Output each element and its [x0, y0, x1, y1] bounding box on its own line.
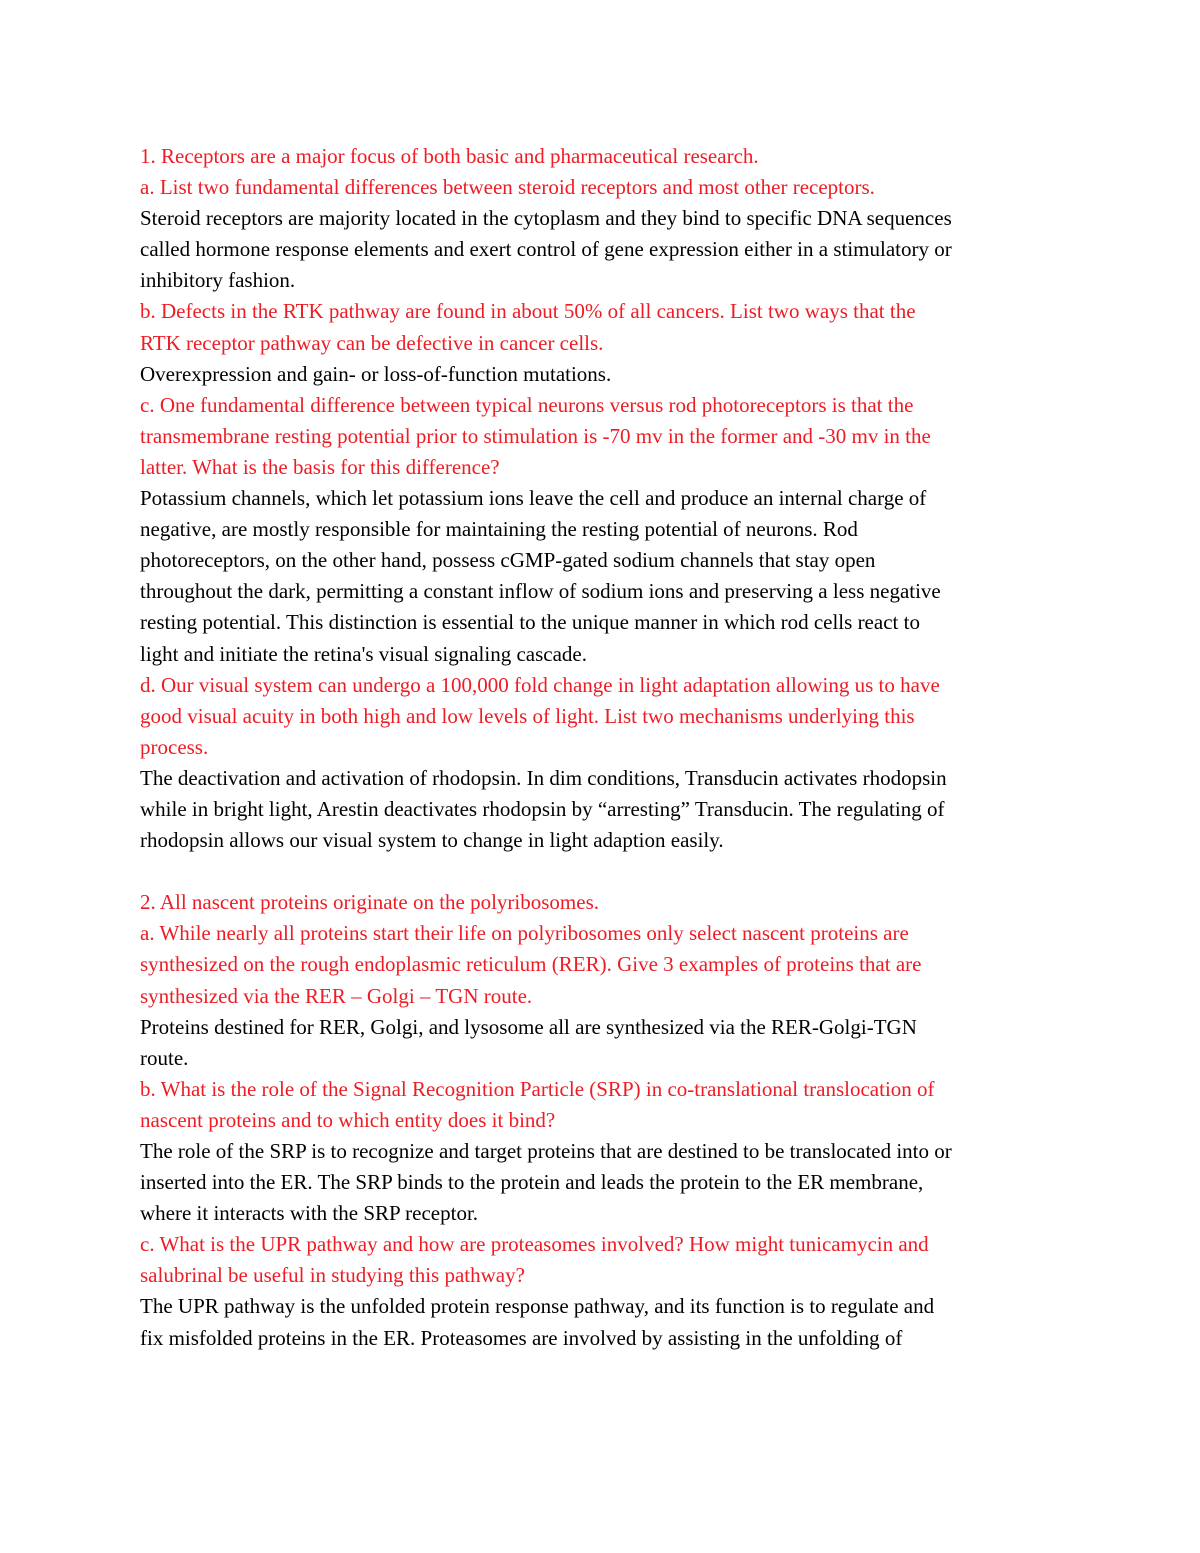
answer-line: where it interacts with the SRP receptor. — [140, 1201, 479, 1226]
question-line: process. — [140, 734, 209, 759]
answer-line: inhibitory fashion. — [140, 268, 296, 293]
question-line: synthesized on the rough endoplasmic reticulum (RER). Give 3 examples of proteins that are — [140, 952, 922, 977]
question-line: 2. All nascent proteins originate on the polyribosomes. — [140, 890, 600, 915]
question-line: b. What is the role of the Signal Recognition Particle (SRP) in co-translational translocation of — [140, 1076, 935, 1101]
question-line: good visual acuity in both high and low levels of light. List two mechanisms underlying this — [140, 703, 915, 728]
question-line: transmembrane resting potential prior to stimulation is -70 mv in the former and -30 mv in the — [140, 423, 931, 448]
blank-line — [140, 856, 1060, 887]
question-line: b. Defects in the RTK pathway are found in about 50% of all cancers. List two ways that the — [140, 299, 916, 324]
answer-line: Steroid receptors are majority located in the cytoplasm and they bind to specific DNA sequences — [140, 206, 952, 231]
answer-line: while in bright light, Arestin deactivates rhodopsin by “arresting” Transducin. The regulating of — [140, 796, 945, 821]
answer-line: fix misfolded proteins in the ER. Proteasomes are involved by assisting in the unfolding of — [140, 1325, 903, 1350]
question-line: a. List two fundamental differences between steroid receptors and most other receptors. — [140, 175, 875, 200]
answer-line: The role of the SRP is to recognize and target proteins that are destined to be translocated into or — [140, 1139, 952, 1163]
answer-line: Proteins destined for RER, Golgi, and lysosome all are synthesized via the RER-Golgi-TGN — [140, 1014, 917, 1039]
question-line: latter. What is the basis for this difference? — [140, 454, 500, 479]
answer-line: throughout the dark, permitting a constant inflow of sodium ions and preserving a less negative — [140, 579, 941, 604]
question-line: c. What is the UPR pathway and how are proteasomes involved? How might tunicamycin and — [140, 1232, 929, 1257]
answer-line: Overexpression and gain- or loss-of-function mutations. — [140, 361, 612, 386]
answer-line: resting potential. This distinction is essential to the unique manner in which rod cells react to — [140, 610, 920, 635]
answer-line: inserted into the ER. The SRP binds to the protein and leads the protein to the ER membrane, — [140, 1170, 924, 1195]
answer-line: route. — [140, 1045, 189, 1070]
question-line: c. One fundamental difference between typical neurons versus rod photoreceptors is that the — [140, 392, 914, 417]
answer-line: The UPR pathway is the unfolded protein response pathway, and its function is to regulate and — [140, 1294, 935, 1319]
question-line: d. Our visual system can undergo a 100,000 fold change in light adaptation allowing us to have — [140, 672, 940, 697]
answer-line: photoreceptors, on the other hand, possess cGMP-gated sodium channels that stay open — [140, 548, 876, 573]
document-page — [140, 141, 1060, 1354]
answer-line: rhodopsin allows our visual system to change in light adaption easily. — [140, 828, 724, 853]
answer-line: The deactivation and activation of rhodopsin. In dim conditions, Transducin activates rhodopsin — [140, 765, 947, 790]
question-line: 1. Receptors are a major focus of both basic and pharmaceutical research. — [140, 144, 759, 168]
question-line: RTK receptor pathway can be defective in cancer cells. — [140, 330, 604, 355]
question-line: synthesized via the RER – Golgi – TGN route. — [140, 983, 533, 1008]
question-line: nascent proteins and to which entity does it bind? — [140, 1107, 556, 1132]
question-line: a. While nearly all proteins start their life on polyribosomes only select nascent proteins are — [140, 921, 909, 946]
answer-line: called hormone response elements and exert control of gene expression either in a stimulatory or — [140, 237, 952, 262]
question-line: salubrinal be useful in studying this pathway? — [140, 1263, 525, 1288]
answer-line: negative, are mostly responsible for maintaining the resting potential of neurons. Rod — [140, 517, 858, 542]
answer-line: Potassium channels, which let potassium ions leave the cell and produce an internal charge of — [140, 486, 927, 511]
answer-line: light and initiate the retina's visual signaling cascade. — [140, 641, 587, 666]
